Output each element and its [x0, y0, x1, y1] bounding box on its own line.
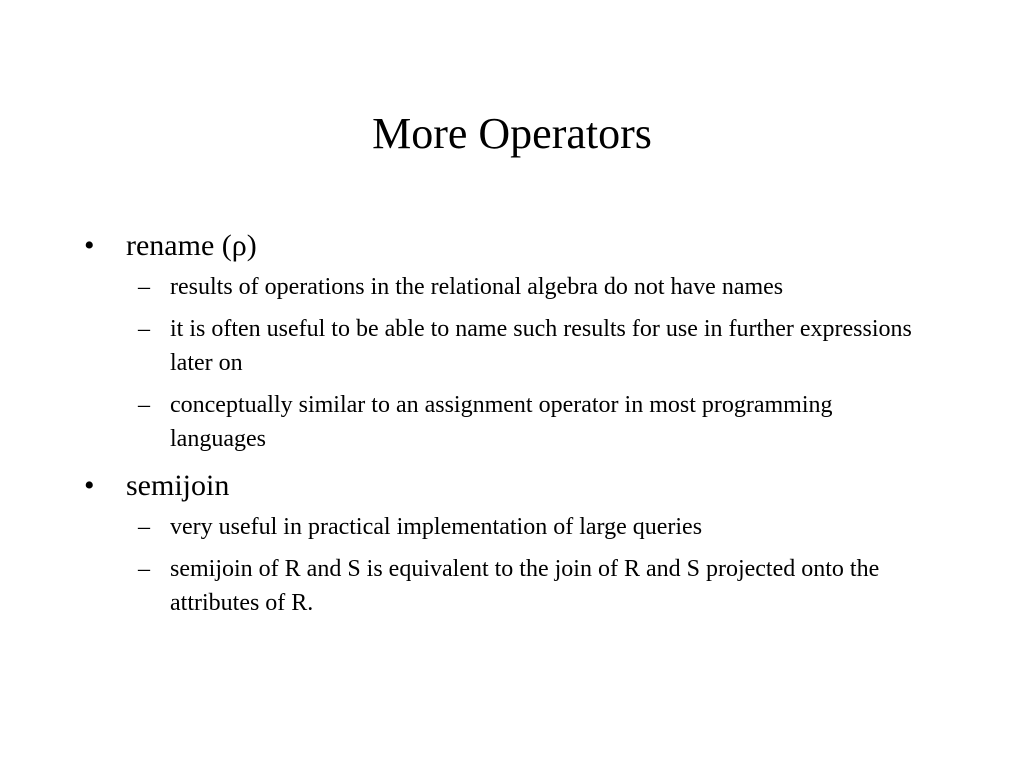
sub-bullet-text: it is often useful to be able to name such results for use in further expressions later on — [170, 316, 912, 376]
bullet-list — [84, 226, 944, 630]
bullet-marker: • — [84, 469, 95, 502]
sub-bullet-text: semijoin of R and S is equivalent to the join of R and S projected onto the attributes of R. — [170, 556, 880, 616]
dash-marker: – — [138, 316, 150, 342]
sub-bullet-item — [126, 510, 944, 544]
bullet-label: semijoin — [126, 469, 230, 502]
dash-marker: – — [138, 556, 150, 582]
bullet-item-semijoin — [84, 466, 944, 620]
dash-marker: – — [138, 392, 150, 418]
bullet-marker: • — [84, 229, 95, 262]
sub-bullet-item — [126, 552, 944, 620]
sub-bullet-text: very useful in practical implementation of large queries — [170, 514, 703, 540]
sub-bullet-list — [126, 270, 944, 456]
sub-bullet-item — [126, 312, 944, 380]
bullet-label: rename (ρ) — [126, 229, 257, 262]
sub-bullet-list — [126, 510, 944, 620]
sub-bullet-item — [126, 270, 944, 304]
dash-marker: – — [138, 274, 150, 300]
sub-bullet-item — [126, 388, 944, 456]
slide-title: More Operators — [372, 109, 652, 158]
dash-marker: – — [138, 514, 150, 540]
bullet-item-rename — [84, 226, 944, 456]
sub-bullet-text: results of operations in the relational algebra do not have names — [170, 274, 784, 300]
sub-bullet-text: conceptually similar to an assignment operator in most programming languages — [170, 392, 833, 452]
